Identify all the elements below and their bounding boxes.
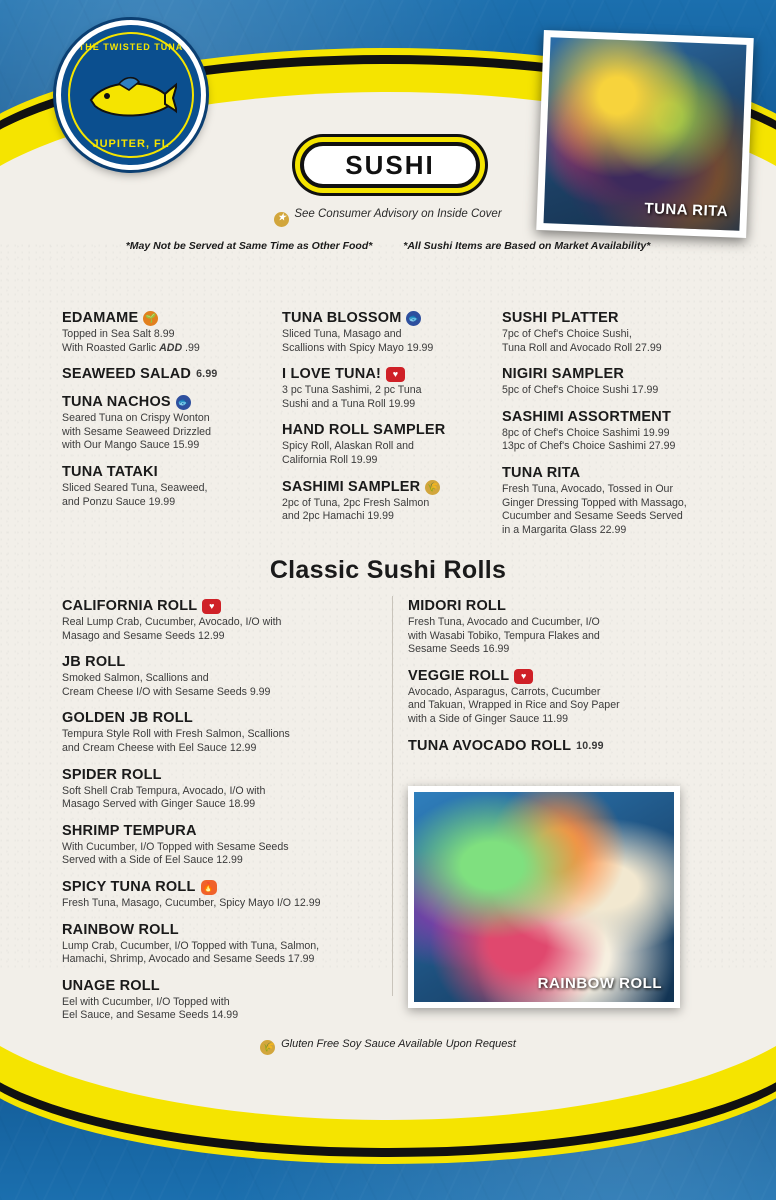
page-title-text: SUSHI — [345, 149, 435, 180]
gluten-free-icon: 🌾 — [260, 1040, 275, 1055]
menu-item-name — [502, 310, 717, 327]
menu-item — [62, 654, 382, 699]
menu-item-name-text: GOLDEN JB ROLL — [62, 710, 193, 727]
menu-item — [502, 366, 717, 398]
menu-item-name-text: RAINBOW ROLL — [62, 921, 179, 938]
menu-item-name — [62, 310, 267, 327]
menu-item-name-text: SPIDER ROLL — [62, 766, 162, 783]
appetizer-column-left — [62, 310, 267, 520]
logo-top-text: THE TWISTED TUNA — [78, 42, 184, 52]
menu-item-name — [62, 366, 267, 383]
menu-item — [62, 922, 382, 967]
menu-item-description: 8pc of Chef's Choice Sashimi 19.99 13pc of Chef's Choice Sashimi 27.99 — [502, 426, 676, 453]
classic-rolls-column-right — [408, 598, 708, 766]
favorite-heart-icon: ♥ — [386, 367, 405, 382]
menu-item-name — [502, 465, 717, 482]
column-divider — [392, 596, 393, 996]
menu-item-name-text: SASHIMI SAMPLER — [282, 478, 421, 495]
menu-item-name — [408, 738, 708, 755]
menu-item-description: 7pc of Chef's Choice Sushi, Tuna Roll and Avocado Roll 27.99 — [502, 328, 662, 354]
menu-item-name-text: I LOVE TUNA! — [282, 366, 382, 383]
menu-item-name-text: TUNA BLOSSOM — [282, 310, 402, 326]
menu-item-name — [502, 366, 717, 383]
menu-item — [62, 710, 382, 755]
disclaimers — [0, 240, 776, 252]
menu-item-price: 10.99 — [576, 739, 604, 752]
brand-logo — [56, 20, 206, 170]
menu-item-name-text: HAND ROLL SAMPLER — [282, 422, 446, 439]
menu-item-name-text: JB ROLL — [62, 654, 126, 671]
menu-item-name-text: SEAWEED SALAD — [62, 366, 192, 383]
menu-item-description: Soft Shell Crab Tempura, Avocado, I/O with Masago Served with Ginger Sauce 18.99 — [62, 784, 266, 811]
menu-item-description: Fresh Tuna, Avocado and Cucumber, I/O with Wasabi Tobiko, Tempura Flakes and Sesame Seeds 16.99 — [408, 616, 600, 656]
menu-item-description: 3 pc Tuna Sashimi, 2 pc Tuna Sushi and a Tuna Roll 19.99 — [282, 384, 422, 410]
menu-item-name-text: SHRIMP TEMPURA — [62, 822, 197, 839]
menu-item-name — [62, 710, 382, 727]
classic-rolls-heading: Classic Sushi Rolls — [269, 556, 507, 584]
favorite-heart-icon: ♥ — [202, 599, 221, 614]
tuna-rita-photo — [536, 30, 754, 238]
menu-item-name — [502, 409, 717, 426]
menu-item — [62, 394, 267, 453]
menu-item-name — [282, 310, 487, 327]
menu-item-name-text: CALIFORNIA ROLL — [62, 598, 198, 614]
menu-item-name-text: MIDORI ROLL — [408, 598, 507, 614]
spicy-flame-icon: 🔥 — [201, 880, 217, 895]
menu-item-name-text: VEGGIE ROLL — [408, 667, 510, 684]
rainbow-roll-caption: RAINBOW ROLL — [537, 975, 662, 992]
page-title — [300, 142, 480, 188]
menu-item — [408, 738, 708, 755]
menu-item — [408, 598, 708, 657]
menu-item-name-text: EDAMAME — [62, 310, 139, 326]
menu-item-description: Real Lump Crab, Cucumber, Avocado, I/O with Masago and Sesame Seeds 12.99 — [62, 616, 282, 642]
menu-item-description: Smoked Salmon, Scallions and Cream Cheese I/O with Sesame Seeds 9.99 — [62, 672, 271, 698]
menu-item — [282, 366, 487, 411]
menu-item-name-text: TUNA TATAKI — [62, 463, 158, 480]
menu-item-name — [62, 654, 382, 671]
footer-note — [0, 1038, 776, 1055]
menu-item — [502, 465, 717, 537]
menu-item — [502, 310, 717, 355]
menu-item — [62, 464, 267, 509]
menu-item-name — [408, 668, 708, 685]
menu-item — [62, 823, 382, 868]
footer-note-text: Gluten Free Soy Sauce Available Upon Request — [281, 1038, 516, 1050]
menu-item-name-text: SPICY TUNA ROLL — [62, 878, 196, 895]
menu-item-description: Sliced Tuna, Masago and Scallions with Spicy Mayo 19.99 — [282, 328, 434, 354]
menu-item-description: Topped in Sea Salt 8.99 With Roasted Garlic ADD .99 — [62, 328, 200, 354]
menu-item-description: Tempura Style Roll with Fresh Salmon, Scallions and Cream Cheese with Eel Sauce 12.99 — [62, 728, 290, 754]
menu-item — [62, 978, 382, 1023]
menu-item-name — [62, 922, 382, 939]
logo-bottom-text: JUPITER, FL — [92, 138, 170, 150]
raw-fish-icon: 🐟 — [176, 395, 191, 410]
menu-item-name — [282, 422, 487, 439]
raw-fish-icon: 🐟 — [406, 311, 421, 326]
appetizer-column-middle — [282, 310, 487, 535]
menu-item-name — [62, 464, 267, 481]
menu-item-description: With Cucumber, I/O Topped with Sesame Seeds Served with a Side of Eel Sauce 12.99 — [62, 840, 289, 867]
consumer-advisory — [0, 208, 776, 227]
menu-item-name-text: SASHIMI ASSORTMENT — [502, 408, 672, 425]
menu-item-description: Avocado, Asparagus, Carrots, Cucumber and Takuan, Wrapped in Rice and Soy Paper with a Side of Ginger Sauce 11.99 — [408, 685, 620, 725]
menu-item-description: Spicy Roll, Alaskan Roll and California Roll 19.99 — [282, 440, 414, 466]
menu-item-name-text: TUNA AVOCADO ROLL — [408, 737, 572, 754]
favorite-heart-icon: ♥ — [514, 669, 533, 684]
disclaimer-right: *All Sushi Items are Based on Market Availability* — [403, 240, 651, 252]
menu-item — [62, 767, 382, 812]
star-advisory-icon: ★ — [274, 212, 289, 227]
advisory-text: See Consumer Advisory on Inside Cover — [294, 208, 502, 220]
menu-item-name-text: TUNA RITA — [502, 464, 581, 481]
menu-item-description: Lump Crab, Cucumber, I/O Topped with Tuna, Salmon, Hamachi, Shrimp, Avocado and Sesame Seeds 17.99 — [62, 939, 320, 966]
menu-item-name — [282, 366, 487, 383]
menu-item-name-text: SUSHI PLATTER — [502, 310, 619, 326]
menu-item-description: Eel with Cucumber, I/O Topped with Eel Sauce, and Sesame Seeds 14.99 — [62, 995, 239, 1022]
menu-item-name-text: NIGIRI SAMPLER — [502, 366, 625, 383]
menu-item-name — [62, 823, 382, 840]
menu-item — [282, 422, 487, 467]
menu-item-price: 6.99 — [196, 368, 218, 381]
classic-rolls-column-left — [62, 598, 382, 1034]
menu-item-name — [62, 879, 382, 896]
menu-item — [62, 366, 267, 383]
menu-item — [62, 310, 267, 355]
appetizer-column-right — [502, 310, 717, 548]
menu-item-description: Sliced Seared Tuna, Seaweed, and Ponzu Sauce 19.99 — [62, 481, 208, 508]
rainbow-roll-photo — [408, 786, 680, 1008]
menu-item-description: Fresh Tuna, Avocado, Tossed in Our Ginger Dressing Topped with Massago, Cucumber and Sesame Seeds Served in a Margarita Glass 22.99 — [502, 482, 687, 536]
menu-item-name — [62, 598, 382, 615]
menu-item — [502, 409, 717, 454]
gluten-free-icon: 🌾 — [425, 480, 440, 495]
menu-item — [62, 879, 382, 911]
menu-item-name — [282, 479, 487, 496]
vegetarian-icon: 🌱 — [143, 311, 158, 326]
menu-item-description: 5pc of Chef's Choice Sushi 17.99 — [502, 384, 659, 397]
tuna-rita-caption: TUNA RITA — [644, 200, 729, 221]
menu-item-name — [62, 394, 267, 411]
menu-item-name-text: TUNA NACHOS — [62, 394, 171, 411]
menu-item-name-text: UNAGE ROLL — [62, 977, 160, 994]
menu-item-name — [62, 978, 382, 995]
menu-item-description: Seared Tuna on Crispy Wonton with Sesame Seaweed Drizzled with Our Mango Sauce 15.99 — [62, 412, 211, 452]
menu-item-description: 2pc of Tuna, 2pc Fresh Salmon and 2pc Hamachi 19.99 — [282, 496, 430, 523]
disclaimer-left: *May Not be Served at Same Time as Other Food* — [125, 240, 373, 252]
menu-item — [282, 479, 487, 524]
menu-item-description: Fresh Tuna, Masago, Cucumber, Spicy Mayo I/O 12.99 — [62, 896, 321, 909]
menu-item — [282, 310, 487, 355]
menu-item — [62, 598, 382, 643]
menu-item — [408, 668, 708, 727]
menu-item-name — [408, 598, 708, 615]
tuna-fish-icon — [85, 74, 177, 122]
menu-item-name — [62, 767, 382, 784]
